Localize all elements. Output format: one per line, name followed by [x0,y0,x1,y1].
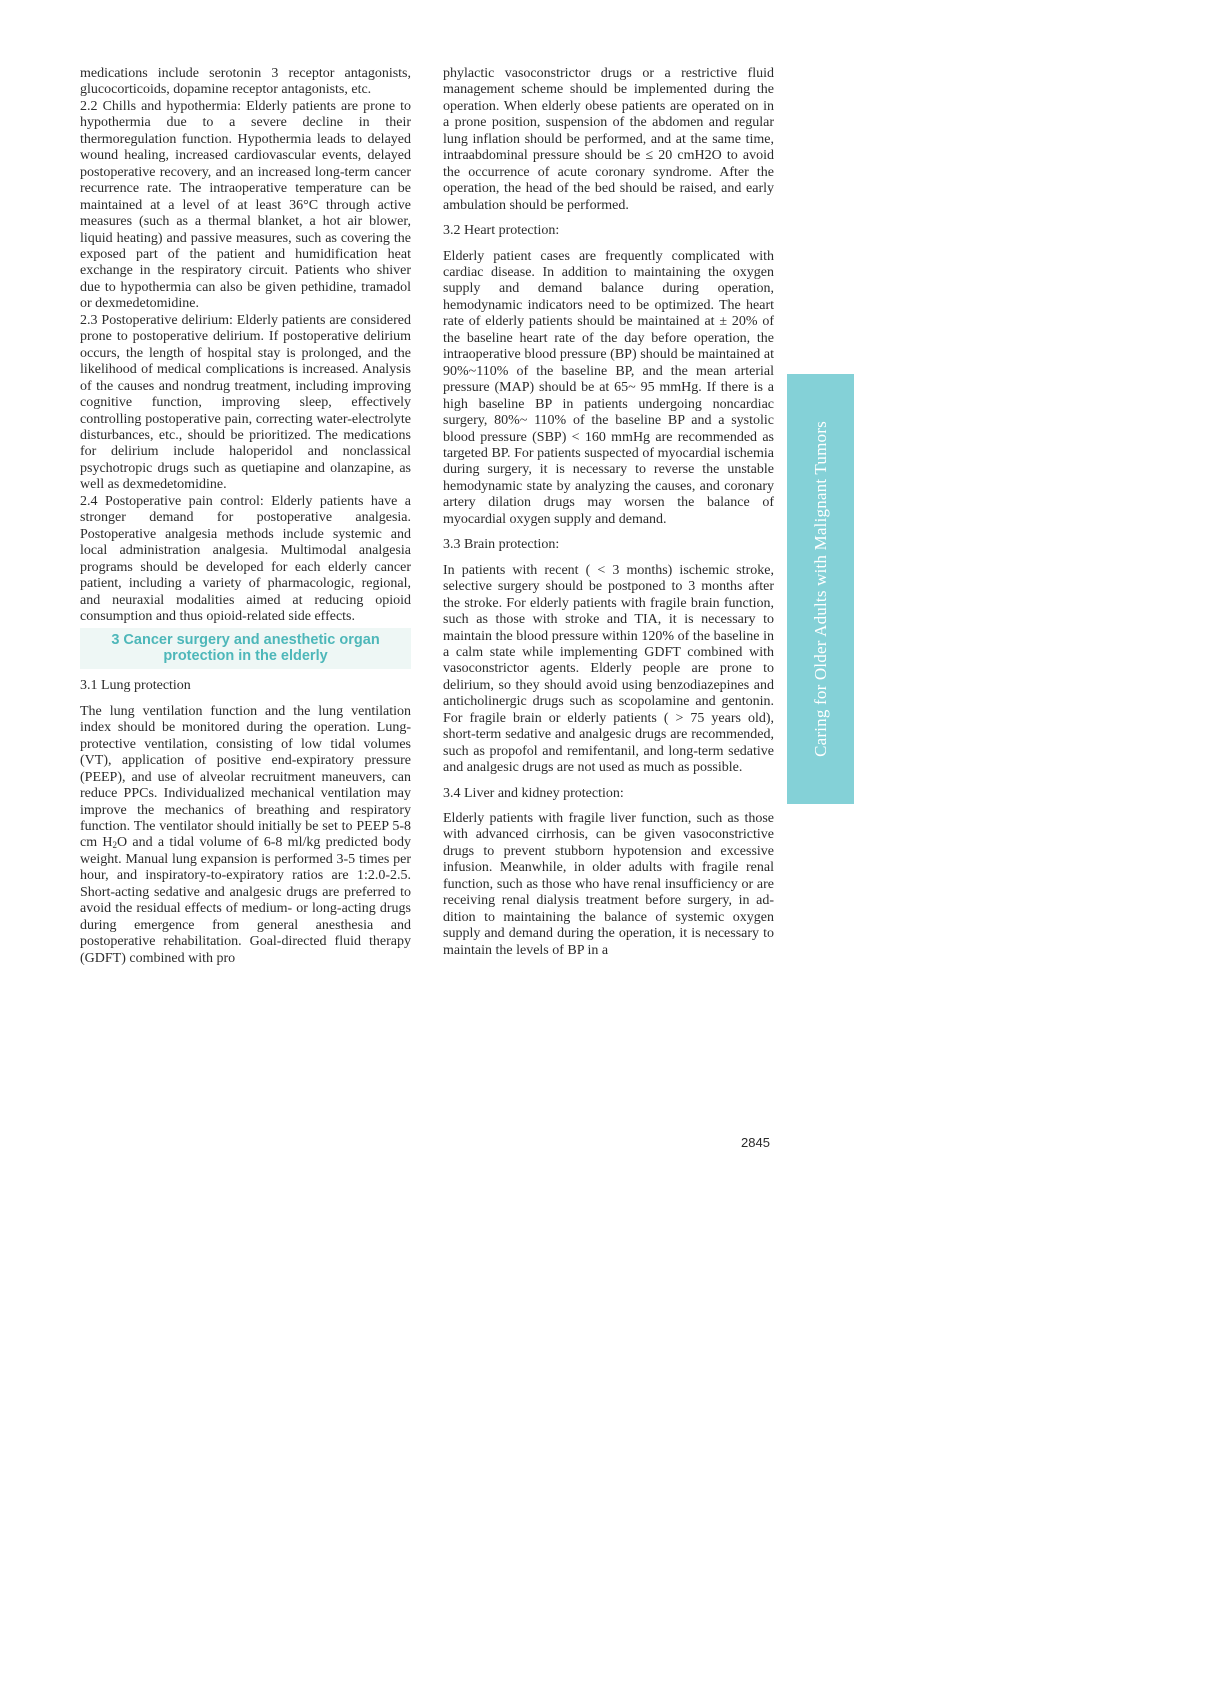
paragraph-text: O and a tidal volume of 6-8 ml/kg predicted body weight. Manual lung expansion is performed 3-5 times per hour, and inspiratory-to-expiratory ratios are 1:2.0-2.5. Short-acting sedative and analgesic drugs are preferred to avoid the residual effects of medium- or long-acting drugs during emergence from general anesthesia and postoperative rehabilitation. Goal-directed fluid therapy (GDFT) combined with pro [80,835,411,966]
subheading: 3.4 Liver and kidney protection: [443,785,624,801]
paragraph: Elderly patients with fragile liver function, such as those with advanced cirrhosis, can be given vasoconstrictive drugs to prevent stubborn hypotension and excessive infusion. Meanwhile, in older adults with fragile renal function, such as those who have renal insufficiency or are receiving renal dialysis treatment before surgery, in addition to maintaining the balance of systemic oxygen supply and demand during the operation, it is necessary to maintain the levels of BP in a [443,811,774,958]
paragraph: medications include serotonin 3 receptor antagonists, glucocorticoids, dopamine receptor antagonists, etc. [80,66,411,98]
paragraph [80,704,411,967]
paragraph: 2.3 Postoperative delirium: Elderly patients are considered prone to postoperative delirium. If postoperative delirium occurs, the length of hospital stay is prolonged, and the likelihood of medical complications is increased. Analysis of the causes and nondrug treatment, including improving cognitive function, improving sleep, effectively controlling postoperative pain, correcting water-electrolyte disturbances, etc., should be prioritized. The medications for delirium include haloperidol and nonclassical psychotropic drugs such as quetiapine and olanzapine, as well as dexmedetomidine. [80,312,411,493]
side-tab [787,374,854,804]
paragraph: Elderly patient cases are frequently complicated with cardiac disease. In addition to maintaining the oxygen supply and demand balance during operation, hemodynamic indicators need to be optimized. The heart rate of elderly patients should be maintained at ± 20% of the baseline heart rate of the day before operation, the intraoperative blood pressure (BP) should be maintained at 90%~110% of the baseline BP, and the mean arterial pressure (MAP) should be at 65~ 95 mmHg. If there is a high baseline BP in patients undergoing noncardiac surgery, 80%~ 110% of the baseline BP and a systolic blood pressure (SBP) < 160 mmHg are recommended as targeted BP. For patients suspected of myocardial ischemia during surgery, it is necessary to reverse the unstable hemodynamic state by analyzing the causes, and coronary artery dilation drugs may worsen the balance of myocardial oxygen supply and demand. [443,248,774,527]
paragraph: 2.4 Postoperative pain control: Elderly patients have a stronger demand for postoperative analgesia. Postoperative analgesia methods include systemic and local administration analgesia. Multimodal analgesia programs should be developed for each elderly cancer patient, including a variety of pharmacologic, regional, and neuraxial modalities aimed at reducing opioid consumption and thus opioid-related side effects. [80,493,411,624]
paragraph: 2.2 Chills and hypothermia: Elderly patients are prone to hypothermia due to a severe decline in their thermoregulation function. Hypothermia leads to delayed wound healing, increased cardiovascular events, delayed postoperative recovery, and an increased long-term cancer recurrence rate. The intraoperative temperature can be maintained at a level of at least 36°C through active measures (such as a thermal blanket, a hot air blower, liquid heating) and passive measures, such as covering the exposed part of the patient and humidification heat exchange in the respiratory circuit. Patients who shiver due to hypothermia can also be given pethidine, tramadol or dexmedetomidine. [80,98,411,312]
side-tab-label: Caring for Older Adults with Malignant Tumors [810,421,830,757]
subheading: 3.3 Brain protection: [443,537,560,553]
paragraph: phylactic vasoconstrictor drugs or a restrictive fluid management scheme should be implemented during the operation. When elderly obese patients are operated on in a prone position, suspension of the abdomen and regular lung inflation should be performed, and at the same time, intraabdominal pressure should be ≤ 20 cmH2O to avoid the occurrence of acute coronary syndrome. After the operation, the head of the bed should be raised, and early ambulation should be performed. [443,66,774,213]
right-column [443,66,774,959]
subheading: 3.2 Heart protection: [443,223,560,239]
paragraph: In patients with recent ( < 3 months) ischemic stroke, selective surgery should be postponed to 3 months after the stroke. For elderly patients with fragile brain function, such as those with stroke and TIA, it is necessary to maintain the blood pressure within 120% of the baseline in a calm state while implementing GDFT combined with vasoconstrictor agents. Elderly people are prone to delirium, so they should avoid using benzodiazepines and anticholinergic drugs such as scopolamine and gentonin. For fragile brain or elderly patients ( > 75 years old), short-term sedative and analgesic drugs are recommended, such as propofol and remifentanil, and long-term sedative and analgesic drugs are not used as much as possible. [443,562,774,776]
subscript: 2 [112,840,117,851]
subheading: 3.1 Lung protection [80,678,191,694]
section-heading: 3 Cancer surgery and anesthetic organ protection in the elderly [80,628,411,669]
page-number: 2845 [741,1135,770,1150]
paragraph-text: The lung ventilation function and the lung ventilation index should be monitored during the operation. Lung-protective ventilation, consisting of low tidal volumes (VT), application of positive end-expiratory pressure (PEEP), and use of alveolar recruitment maneuvers, can reduce PPCs. Individualized mechanical ventilation may improve the mechanics of breathing and respiratory function. The ventilator should initially be set to PEEP 5-8 cm H [80,703,411,851]
left-column [80,66,411,967]
